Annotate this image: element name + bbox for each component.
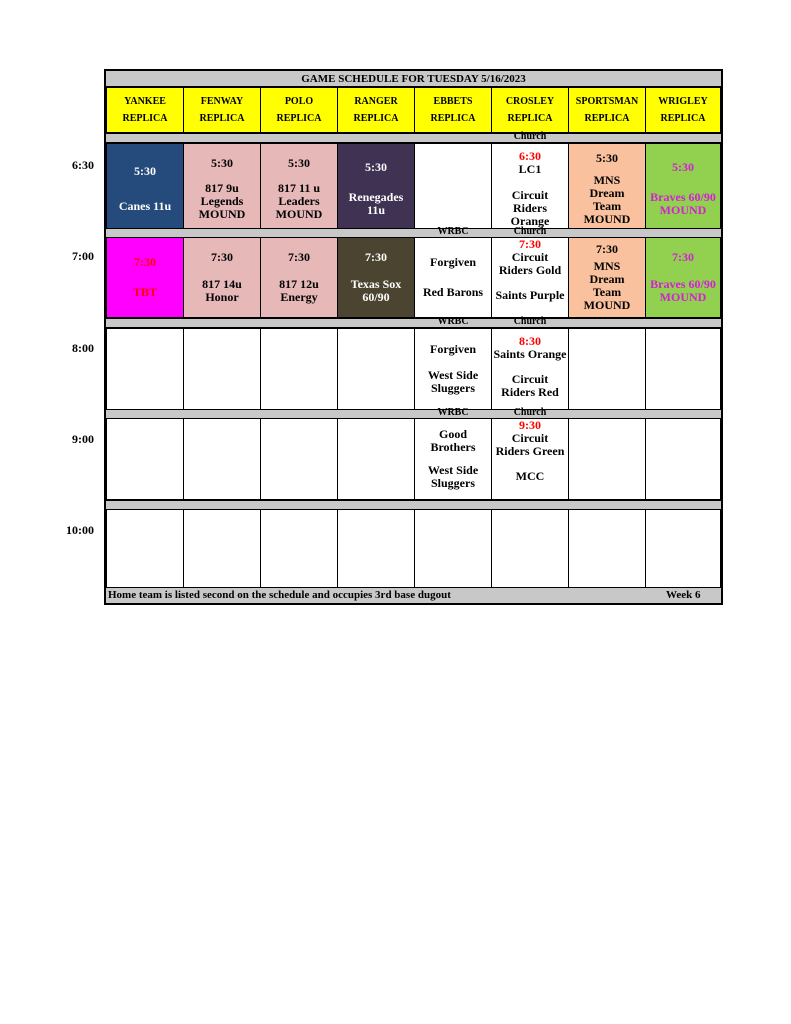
empty-slot [337, 328, 415, 410]
schedule-table [104, 69, 723, 605]
empty-slot [260, 509, 338, 588]
time-label-700: 7:00 [72, 249, 94, 263]
game-ebbets-700: Forgiven Red Barons [414, 237, 492, 318]
time-label-1000: 10:00 [66, 523, 94, 537]
game-ebbets-empty [414, 143, 492, 235]
game-ranger-530: 5:30 Renegades 11u [337, 143, 415, 235]
empty-slot [106, 418, 184, 500]
empty-slot [645, 328, 721, 410]
empty-slot [260, 418, 338, 500]
game-yankee-530: 5:30 Canes 11u [106, 143, 184, 235]
church-label: Church [513, 131, 547, 142]
game-yankee-730: 7:30 TBT [106, 237, 184, 318]
empty-slot [568, 418, 646, 500]
church-label: Church [513, 226, 547, 237]
game-crosley-630: 6:30 LC1 Circuit Riders Orange [491, 143, 569, 235]
time-label-800: 8:00 [72, 341, 94, 355]
field-header-ebbets: EBBETS REPLICA [414, 87, 492, 133]
empty-slot [106, 509, 184, 588]
time-label-630: 6:30 [72, 158, 94, 172]
church-label: Church [513, 407, 547, 418]
empty-slot [491, 509, 569, 588]
empty-slot [645, 509, 721, 588]
empty-slot [568, 509, 646, 588]
game-ebbets-900: Good Brothers West Side Sluggers [414, 418, 492, 500]
game-fenway-730: 7:30 817 14u Honor [183, 237, 261, 318]
empty-slot [337, 418, 415, 500]
home-team-note: Home team is listed second on the schedule and occupies 3rd base dugout [108, 589, 451, 601]
separator-row [106, 133, 721, 143]
game-wrigley-530: 5:30 Braves 60/90 MOUND [645, 143, 721, 235]
game-crosley-830: 8:30 Saints Orange Circuit Riders Red [491, 328, 569, 410]
field-header-yankee: YANKEE REPLICA [106, 87, 184, 133]
schedule-footer [106, 587, 721, 603]
separator-row [106, 318, 721, 328]
field-header-sportsman: SPORTSMAN REPLICA [568, 87, 646, 133]
empty-slot [260, 328, 338, 410]
game-ebbets-800: Forgiven West Side Sluggers [414, 328, 492, 410]
field-header-crosley: CROSLEY REPLICA [491, 87, 569, 133]
game-crosley-730: 7:30 Circuit Riders Gold Saints Purple [491, 237, 569, 318]
week-label: Week 6 [666, 589, 701, 601]
wrbc-label: WRBC [437, 407, 469, 418]
schedule-title: GAME SCHEDULE FOR TUESDAY 5/16/2023 [106, 71, 721, 87]
wrbc-label: WRBC [437, 226, 469, 237]
game-crosley-930: 9:30 Circuit Riders Green MCC [491, 418, 569, 500]
field-header-fenway: FENWAY REPLICA [183, 87, 261, 133]
empty-slot [183, 328, 261, 410]
empty-slot [645, 418, 721, 500]
church-label: Church [513, 316, 547, 327]
field-header-ranger: RANGER REPLICA [337, 87, 415, 133]
field-header-wrigley: WRIGLEY REPLICA [645, 87, 721, 133]
empty-slot [568, 328, 646, 410]
empty-slot [414, 509, 492, 588]
game-ranger-730: 7:30 Texas Sox 60/90 [337, 237, 415, 318]
empty-slot [183, 509, 261, 588]
field-header-polo: POLO REPLICA [260, 87, 338, 133]
wrbc-label: WRBC [437, 316, 469, 327]
empty-slot [337, 509, 415, 588]
time-label-900: 9:00 [72, 432, 94, 446]
game-fenway-530: 5:30 817 9u Legends MOUND [183, 143, 261, 235]
game-wrigley-730: 7:30 Braves 60/90 MOUND [645, 237, 721, 318]
empty-slot [183, 418, 261, 500]
game-polo-730: 7:30 817 12u Energy [260, 237, 338, 318]
empty-slot [106, 328, 184, 410]
game-sportsman-530: 5:30 MNS Dream Team MOUND [568, 143, 646, 235]
game-polo-530: 5:30 817 11 u Leaders MOUND [260, 143, 338, 235]
game-sportsman-730: 7:30 MNS Dream Team MOUND [568, 237, 646, 318]
